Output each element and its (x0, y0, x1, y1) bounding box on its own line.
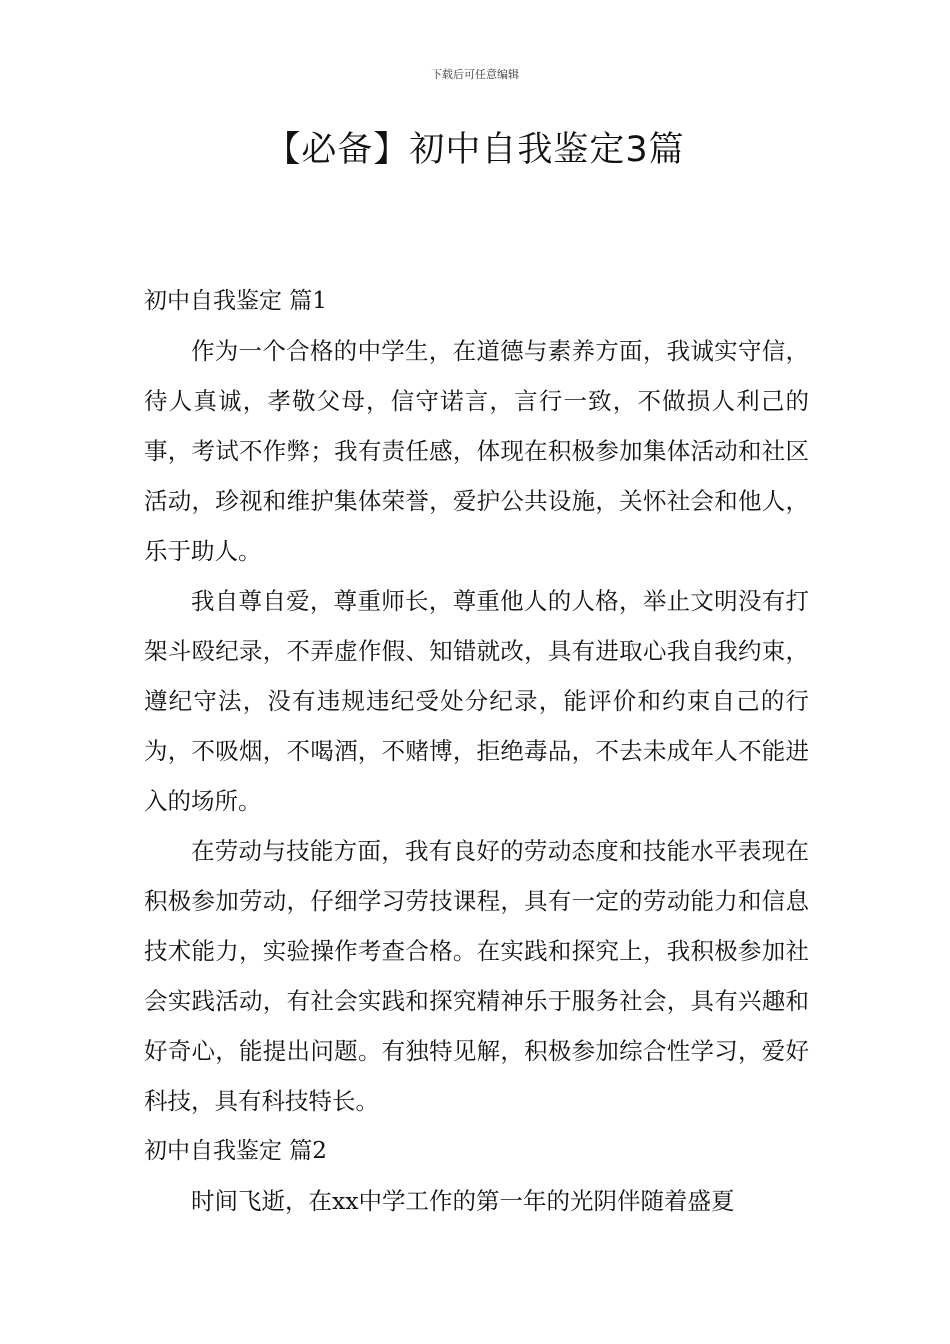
header-note: 下载后可任意编辑 (431, 68, 519, 81)
document-body (144, 276, 809, 1226)
section-2 (144, 1126, 809, 1226)
paragraph: 时间飞逝，在xx中学工作的第一年的光阴伴随着盛夏 (191, 1187, 735, 1215)
section-1 (144, 276, 809, 1126)
document-title: 【必备】初中自我鉴定3篇 (265, 130, 685, 170)
paragraph: 我自尊自爱，尊重师长，尊重他人的人格，举止文明没有打架斗殴纪录，不弄虚作假、知错就改，具有进取心我自我约束，遵纪守法，没有违规违纪受处分纪录，能评价和约束自己的行为，不吸烟，不喝酒，不赌博，拒绝毒品，不去未成年人不能进入的场所。 (144, 587, 809, 815)
paragraph: 作为一个合格的中学生，在道德与素养方面，我诚实守信，待人真诚，孝敬父母，信守诺言，言行一致，不做损人利己的事，考试不作弊；我有责任感，体现在积极参加集体活动和社区活动，珍视和维护集体荣誉，爱护公共设施，关怀社会和他人，乐于助人。 (144, 337, 809, 565)
paragraph: 在劳动与技能方面，我有良好的劳动态度和技能水平表现在积极参加劳动，仔细学习劳技课程，具有一定的劳动能力和信息技术能力，实验操作考查合格。在实践和探究上，我积极参加社会实践活动，有社会实践和探究精神乐于服务社会，具有兴趣和好奇心，能提出问题。有独特见解，积极参加综合性学习，爱好科技，具有科技特长。 (144, 837, 809, 1115)
section-heading: 初中自我鉴定 篇1 (144, 288, 327, 314)
section-heading: 初中自我鉴定 篇2 (144, 1138, 327, 1164)
